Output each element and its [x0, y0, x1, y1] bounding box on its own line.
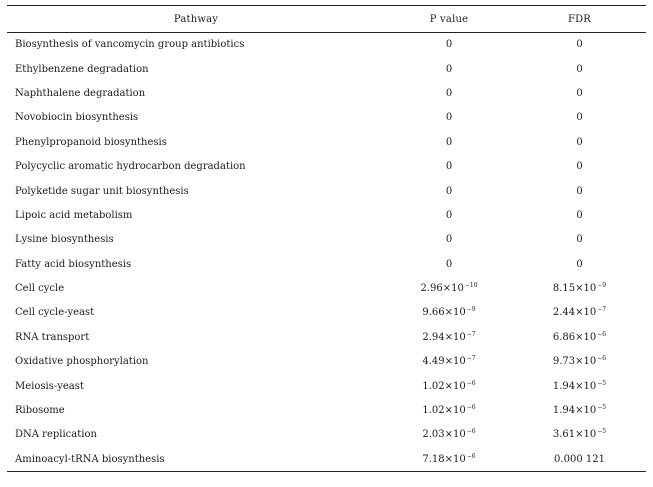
- table-row: [7, 350, 646, 374]
- p-value-mantissa: 1.02×10: [422, 405, 466, 417]
- p-value-mantissa: 7.18×10: [422, 453, 466, 465]
- p-value-exponent: −7: [466, 330, 476, 338]
- header-p-value: P value: [385, 6, 513, 33]
- pathway-cell: Biosynthesis of vancomycin group antibiotics: [15, 39, 245, 51]
- p-value-exponent: −9: [466, 306, 476, 314]
- table-body: [7, 33, 646, 472]
- p-value-cell: [385, 228, 513, 252]
- p-value-mantissa: 0: [445, 234, 453, 246]
- p-value-cell: [385, 423, 513, 447]
- p-value-mantissa: 0: [445, 39, 453, 51]
- fdr-mantissa: 2.44×10: [552, 307, 597, 319]
- fdr-mantissa: 9.73×10: [552, 356, 597, 368]
- table-row: [7, 179, 646, 203]
- fdr-cell: [513, 33, 646, 57]
- fdr-exponent: −5: [597, 428, 607, 436]
- p-value-exponent: −7: [466, 355, 476, 363]
- p-value-exponent: −10: [464, 282, 478, 290]
- fdr-cell: [513, 276, 646, 300]
- table-row: [7, 130, 646, 154]
- p-value-exponent: −6: [466, 428, 476, 436]
- table-row: [7, 398, 646, 422]
- p-value-mantissa: 0: [445, 258, 453, 270]
- table-row: [7, 154, 646, 178]
- table-row: [7, 106, 646, 130]
- p-value-cell: [385, 374, 513, 398]
- pathway-cell: Polyketide sugar unit biosynthesis: [15, 185, 189, 197]
- p-value-cell: [385, 398, 513, 422]
- header-row: [7, 6, 646, 33]
- p-value-cell: [385, 57, 513, 81]
- p-value-mantissa: 2.96×10: [420, 283, 464, 295]
- fdr-mantissa: 0: [576, 185, 583, 197]
- p-value-cell: [385, 447, 513, 471]
- fdr-exponent: −5: [597, 379, 607, 387]
- table-row: [7, 447, 646, 471]
- p-value-mantissa: 9.66×10: [422, 307, 466, 319]
- pathway-cell: Lysine biosynthesis: [15, 234, 114, 246]
- pathway-cell: DNA replication: [15, 429, 97, 441]
- p-value-mantissa: 0: [445, 112, 453, 124]
- p-value-mantissa: 0: [445, 209, 453, 221]
- p-value-cell: [385, 301, 513, 325]
- p-value-cell: [385, 203, 513, 227]
- p-value-exponent: −6: [466, 379, 476, 387]
- header-pathway: Pathway: [7, 6, 385, 33]
- fdr-mantissa: 0: [576, 209, 583, 221]
- pathway-cell: Phenylpropanoid biosynthesis: [15, 136, 167, 148]
- fdr-cell: [513, 130, 646, 154]
- fdr-mantissa: 0: [576, 63, 583, 75]
- fdr-mantissa: 0: [576, 234, 583, 246]
- table-header: [7, 6, 646, 33]
- pathway-cell: Ribosome: [15, 405, 65, 417]
- pathway-cell: Oxidative phosphorylation: [15, 356, 149, 368]
- p-value-mantissa: 0: [445, 87, 453, 99]
- fdr-cell: [513, 350, 646, 374]
- fdr-mantissa: 0: [576, 258, 583, 270]
- table-row: [7, 81, 646, 105]
- pathway-cell: Cell cycle-yeast: [15, 307, 95, 319]
- p-value-exponent: −6: [466, 404, 476, 412]
- fdr-cell: [513, 398, 646, 422]
- fdr-mantissa: 1.94×10: [552, 405, 597, 417]
- table-row: [7, 325, 646, 349]
- table-row: [7, 374, 646, 398]
- fdr-exponent: −6: [597, 330, 607, 338]
- fdr-cell: [513, 325, 646, 349]
- p-value-mantissa: 2.94×10: [422, 331, 466, 343]
- p-value-cell: [385, 252, 513, 276]
- pathway-cell: Novobiocin biosynthesis: [15, 112, 139, 124]
- table-row: [7, 57, 646, 81]
- fdr-cell: [513, 57, 646, 81]
- fdr-cell: [513, 154, 646, 178]
- table-row: [7, 276, 646, 300]
- p-value-mantissa: 4.49×10: [422, 356, 466, 368]
- pathway-cell: Meiosis-yeast: [15, 380, 84, 392]
- fdr-mantissa: 0: [576, 87, 583, 99]
- table-row: [7, 423, 646, 447]
- header-fdr: FDR: [513, 6, 646, 33]
- fdr-exponent: −6: [597, 355, 607, 363]
- p-value-cell: [385, 106, 513, 130]
- p-value-mantissa: 0: [445, 161, 453, 173]
- fdr-cell: [513, 423, 646, 447]
- table-row: [7, 203, 646, 227]
- fdr-cell: [513, 203, 646, 227]
- pathway-cell: Aminoacyl-tRNA biosynthesis: [7, 447, 385, 471]
- table-row: [7, 252, 646, 276]
- fdr-cell: [513, 228, 646, 252]
- p-value-cell: [385, 276, 513, 300]
- p-value-mantissa: 0: [445, 63, 453, 75]
- p-value-mantissa: 0: [445, 136, 453, 148]
- fdr-exponent: −5: [597, 404, 607, 412]
- table-row: [7, 228, 646, 252]
- table-row: [7, 33, 646, 57]
- fdr-cell: [513, 374, 646, 398]
- fdr-cell: [513, 106, 646, 130]
- fdr-cell: [513, 179, 646, 203]
- pathway-enrichment-table-container: [7, 5, 646, 472]
- pathway-cell: Lipoic acid metabolism: [15, 209, 133, 221]
- p-value-cell: [385, 130, 513, 154]
- pathway-cell: Fatty acid biosynthesis: [15, 258, 132, 270]
- p-value-cell: [385, 179, 513, 203]
- p-value-mantissa: 1.02×10: [422, 380, 466, 392]
- pathway-cell: Naphthalene degradation: [15, 87, 146, 99]
- fdr-mantissa: 0: [576, 112, 583, 124]
- p-value-exponent: −6: [466, 452, 476, 460]
- fdr-cell: [513, 252, 646, 276]
- p-value-cell: [385, 81, 513, 105]
- fdr-cell: [513, 301, 646, 325]
- fdr-cell: [513, 81, 646, 105]
- fdr-exponent: −7: [597, 306, 607, 314]
- pathway-cell: Polycyclic aromatic hydrocarbon degradation: [15, 161, 246, 173]
- p-value-mantissa: 0: [445, 185, 453, 197]
- fdr-mantissa: 3.61×10: [552, 429, 597, 441]
- fdr-exponent: −9: [597, 282, 607, 290]
- table-row: [7, 301, 646, 325]
- fdr-mantissa: 1.94×10: [552, 380, 597, 392]
- fdr-mantissa: 0: [576, 39, 583, 51]
- fdr-mantissa: 0.000 121: [554, 453, 605, 465]
- p-value-mantissa: 2.03×10: [422, 429, 466, 441]
- p-value-cell: [385, 154, 513, 178]
- p-value-cell: [385, 350, 513, 374]
- fdr-mantissa: 0: [576, 161, 583, 173]
- pathway-cell: RNA transport: [15, 331, 90, 343]
- fdr-mantissa: 8.15×10: [552, 283, 597, 295]
- pathway-cell: Cell cycle: [15, 283, 65, 295]
- pathway-enrichment-table: [7, 5, 646, 472]
- fdr-cell: [513, 447, 646, 471]
- pathway-cell: Ethylbenzene degradation: [15, 63, 149, 75]
- fdr-mantissa: 6.86×10: [552, 331, 597, 343]
- p-value-cell: [385, 325, 513, 349]
- fdr-mantissa: 0: [576, 136, 583, 148]
- p-value-cell: [385, 33, 513, 57]
